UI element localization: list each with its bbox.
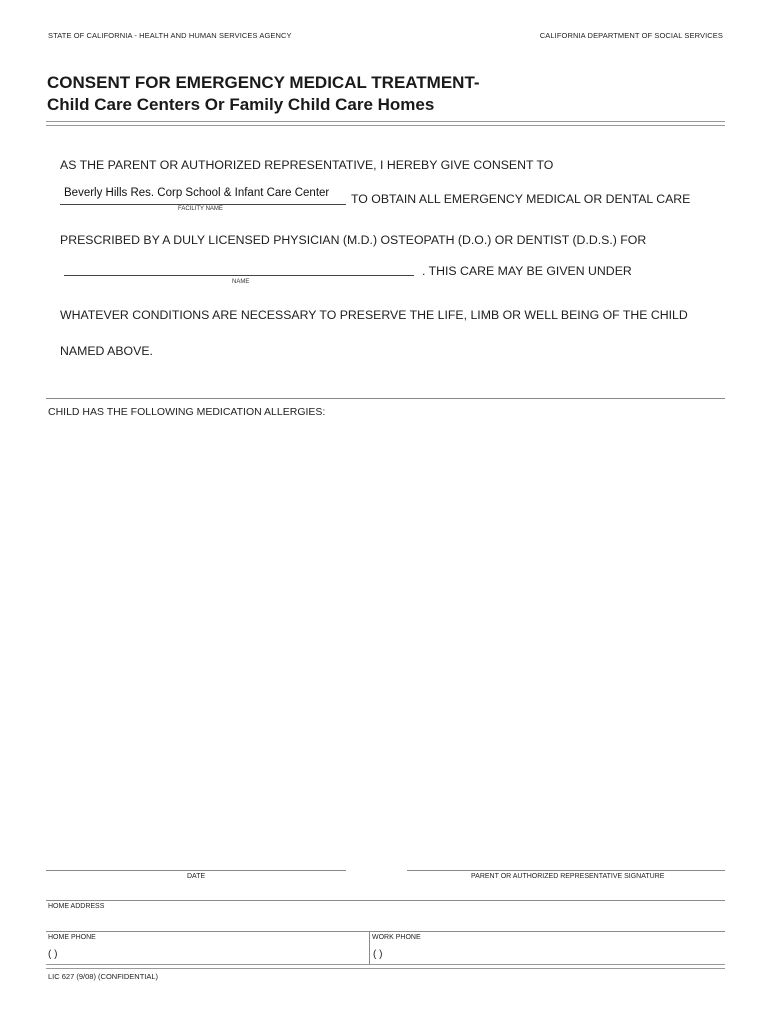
phone-divider: [46, 931, 725, 932]
child-name-field[interactable]: [64, 259, 414, 276]
home-address-label: HOME ADDRESS: [48, 903, 105, 910]
care-given-text: . THIS CARE MAY BE GIVEN UNDER: [422, 264, 632, 278]
home-address-divider: [46, 900, 725, 901]
facility-name-field[interactable]: [60, 186, 346, 205]
phone-column-divider: [369, 931, 370, 964]
agency-left-header: STATE OF CALIFORNIA - HEALTH AND HUMAN SERVICES AGENCY: [48, 31, 292, 40]
form-title: CONSENT FOR EMERGENCY MEDICAL TREATMENT-: [47, 73, 480, 92]
prescribed-text: PRESCRIBED BY A DULY LICENSED PHYSICIAN (M.D.) OSTEOPATH (D.O.) OR DENTIST (D.D.S.) FOR: [60, 233, 647, 247]
facility-name-value: Beverly Hills Res. Corp School & Infant Care Center: [64, 187, 330, 199]
signature-field[interactable]: [407, 870, 725, 871]
form-subtitle: Child Care Centers Or Family Child Care Homes: [47, 95, 435, 114]
work-phone-field[interactable]: ( ): [373, 949, 383, 960]
date-field[interactable]: [46, 870, 346, 871]
allergies-input-area[interactable]: [46, 422, 725, 862]
named-above-text: NAMED ABOVE.: [60, 344, 153, 358]
agency-right-header: CALIFORNIA DEPARTMENT OF SOCIAL SERVICES: [539, 31, 723, 40]
home-phone-label: HOME PHONE: [48, 934, 96, 941]
work-phone-label: WORK PHONE: [372, 934, 421, 941]
date-label: DATE: [187, 873, 206, 880]
conditions-text: WHATEVER CONDITIONS ARE NECESSARY TO PRESERVE THE LIFE, LIMB OR WELL BEING OF THE CHILD: [60, 308, 688, 322]
title-divider: [46, 121, 725, 126]
child-name-caption: NAME: [232, 279, 250, 285]
allergies-label: CHILD HAS THE FOLLOWING MEDICATION ALLERGIES:: [48, 406, 326, 418]
allergies-divider: [46, 398, 725, 399]
form-id: LIC 627 (9/08) (CONFIDENTIAL): [48, 972, 159, 981]
consent-intro-text: AS THE PARENT OR AUTHORIZED REPRESENTATIVE, I HEREBY GIVE CONSENT TO: [60, 158, 554, 172]
obtain-care-text: TO OBTAIN ALL EMERGENCY MEDICAL OR DENTAL CARE: [351, 192, 691, 206]
home-phone-field[interactable]: ( ): [48, 949, 58, 960]
home-address-field[interactable]: [46, 913, 725, 931]
facility-name-caption: FACILITY NAME: [178, 206, 223, 212]
footer-divider: [46, 964, 725, 969]
signature-label: PARENT OR AUTHORIZED REPRESENTATIVE SIGNATURE: [471, 873, 665, 880]
